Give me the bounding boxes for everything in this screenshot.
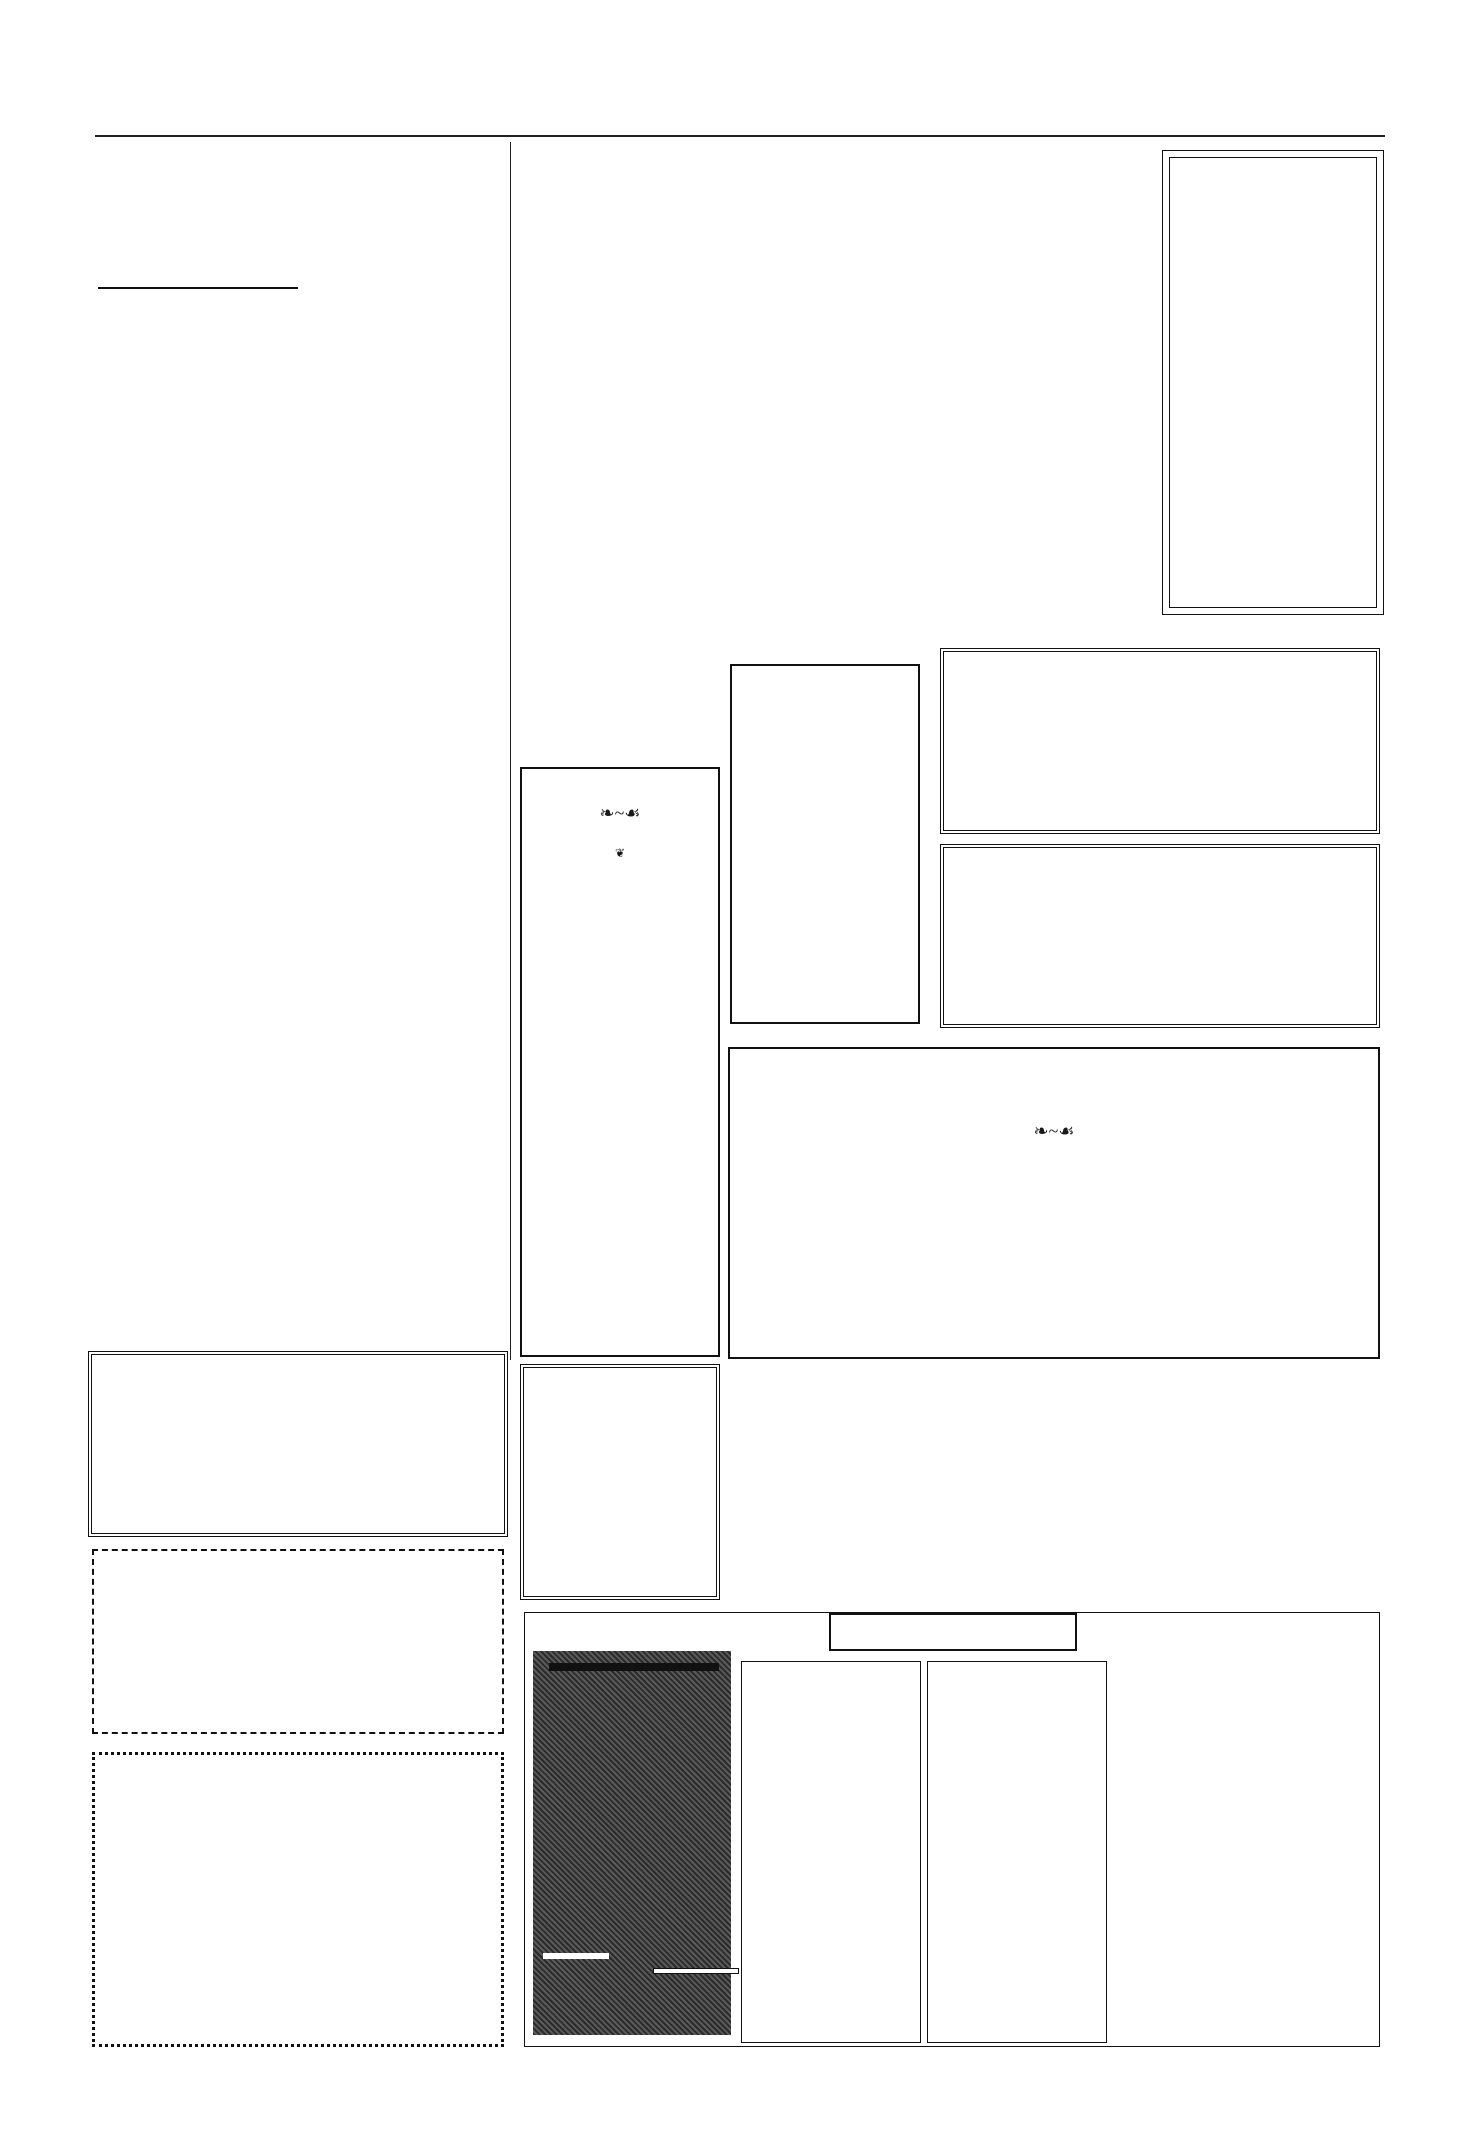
last-times-panel — [741, 1661, 921, 2043]
ornament-icon-3: ❧~☙ — [1033, 1121, 1075, 1141]
dix-ad-inner — [1169, 157, 1377, 608]
campus-shoe-ad — [88, 1351, 508, 1537]
crouse-ad — [92, 1549, 504, 1734]
marx-crazy — [653, 1968, 739, 1974]
flamingo-ad — [728, 1047, 1380, 1359]
marx-brothers — [549, 1663, 719, 1671]
tulips-ad — [520, 767, 720, 1357]
ornament-icon: ❧~☙ — [599, 803, 641, 823]
column-divider — [510, 142, 511, 1360]
old-gold-ad — [940, 844, 1380, 1028]
dix-ad — [1162, 150, 1384, 615]
column-2 — [304, 275, 504, 1315]
bergs-ad — [92, 1752, 504, 2047]
marx-poster-image — [533, 1651, 731, 2035]
column-3 — [516, 142, 716, 767]
column-4 — [730, 142, 922, 662]
starting-sat-panel — [927, 1661, 1107, 2043]
marx-monkey — [543, 1953, 609, 1959]
dons-ad — [520, 1364, 720, 1600]
column-1 — [98, 275, 298, 1315]
masthead-rule — [95, 135, 1385, 137]
bartlett-intro — [122, 198, 510, 260]
starting-sat-shows — [928, 1702, 1106, 1716]
marx-panel — [529, 1623, 737, 2043]
ediths-ad — [940, 648, 1380, 834]
ornament-icon-2: ❦ — [614, 846, 626, 860]
hotel-ad — [98, 287, 298, 292]
christmas-ad — [730, 664, 920, 1024]
regent-ad — [524, 1612, 1380, 2047]
column-5 — [944, 142, 1144, 637]
regent-header — [829, 1613, 1077, 1651]
